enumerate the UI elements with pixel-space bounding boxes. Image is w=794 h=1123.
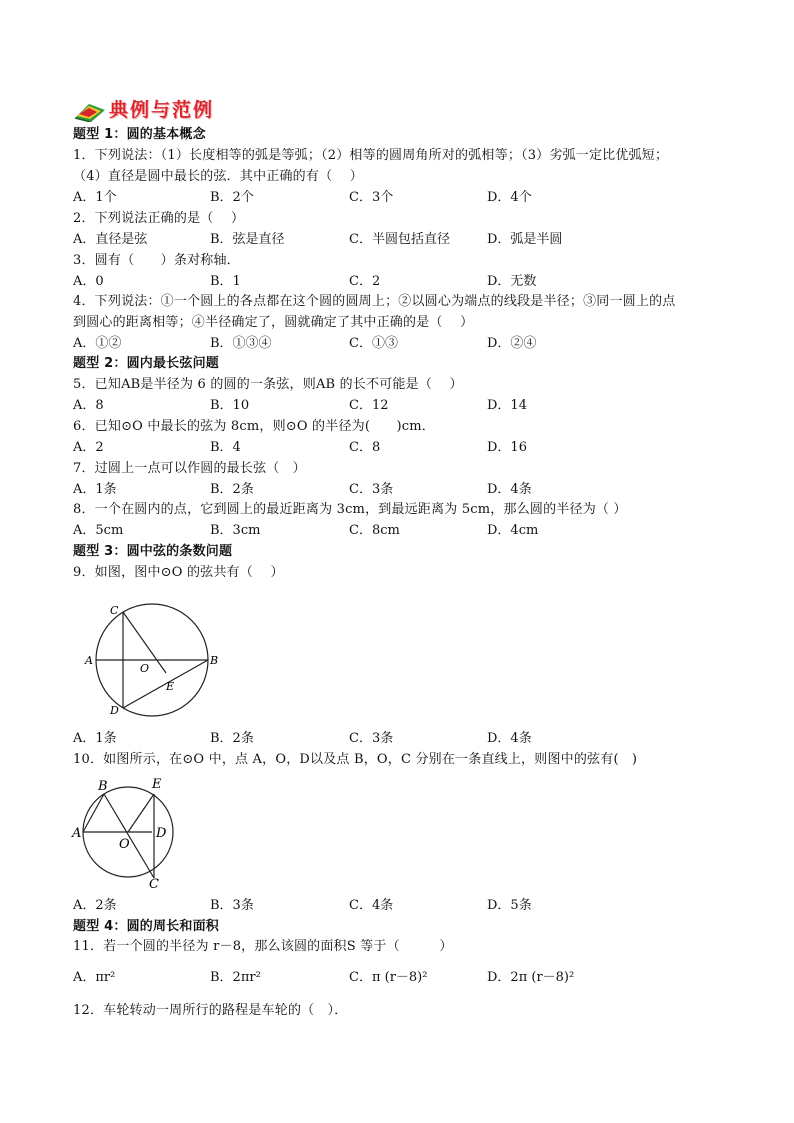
q3-option-a[interactable]: A．0 [73, 274, 104, 289]
q7-stem: 7．过圆上一点可以作圆的最长弦（ ） [73, 461, 306, 476]
q10-option-d[interactable]: D．5条 [487, 898, 532, 913]
q9-option-a[interactable]: A．1条 [73, 731, 117, 746]
q4-option-b[interactable]: B．①③④ [210, 336, 272, 351]
q9-option-d[interactable]: D．4条 [487, 731, 532, 746]
q9-options [73, 730, 733, 748]
q6-option-c[interactable]: C．8 [349, 440, 381, 455]
q3-option-d[interactable]: D．无数 [487, 274, 537, 289]
q6-stem: 6．已知⊙O 中最长的弦为 8cm，则⊙O 的半径为( )cm． [73, 419, 435, 434]
q9-circle-figure [82, 600, 222, 720]
q3-option-b[interactable]: B．1 [210, 274, 241, 289]
q6-option-d[interactable]: D．16 [487, 440, 527, 455]
q3-stem: 3．圆有（ ）条对称轴． [73, 253, 240, 268]
q7-option-c[interactable]: C．3条 [349, 482, 394, 497]
q2-stem: 2．下列说法正确的是（ ） [73, 211, 245, 226]
q5-option-c[interactable]: C．12 [349, 398, 389, 413]
q5-option-d[interactable]: D．14 [487, 398, 527, 413]
q10-label-b: B [98, 779, 108, 794]
q9-label-e: E [166, 680, 175, 693]
q11-options [73, 969, 733, 987]
q9-label-a: A [85, 654, 93, 667]
q10-circle-figure [70, 774, 180, 890]
q11-option-b[interactable]: B．2πr² [210, 970, 261, 985]
banner-title: 典例与范例 [109, 99, 215, 121]
q8-stem: 8．一个在圆内的点，它到圆上的最近距离为 3cm，到最远距离为 5cm，那么圆的半径为（ ） [73, 502, 627, 517]
section-heading-4: 题型 4：圆的周长和面积 [73, 919, 219, 934]
q9-label-b: B [210, 654, 219, 667]
q8-option-a[interactable]: A．5cm [73, 523, 124, 538]
section-heading-1: 题型 1：圆的基本概念 [73, 127, 206, 142]
q1-option-a[interactable]: A．1个 [73, 190, 117, 205]
q8-option-b[interactable]: B．3cm [210, 523, 261, 538]
q4-option-c[interactable]: C．①③ [349, 336, 398, 351]
section-heading-2: 题型 2：圆内最长弦问题 [73, 356, 219, 371]
q8-option-c[interactable]: C．8cm [349, 523, 400, 538]
q10-label-o: O [119, 837, 130, 852]
q12-stem: 12．车轮转动一周所行的路程是车轮的（ ）． [73, 1003, 348, 1018]
q4-stem-line1: 4．下列说法：①一个圆上的各点都在这个圆的圆周上；②以圆心为端点的线段是半径；③同一圆上的点 [73, 294, 676, 309]
q3-options [73, 273, 733, 291]
q2-option-a[interactable]: A．直径是弦 [73, 232, 148, 247]
q9-stem: 9．如图，图中⊙O 的弦共有（ ） [73, 565, 284, 580]
q1-option-d[interactable]: D．4个 [487, 190, 532, 205]
q6-options [73, 439, 733, 457]
q1-options [73, 189, 733, 207]
q9-label-o: O [140, 662, 150, 675]
q1-stem-line2: （4）直径是圆中最长的弦．其中正确的有（ ） [73, 169, 364, 184]
q10-label-e: E [152, 777, 162, 792]
q7-option-a[interactable]: A．1条 [73, 482, 117, 497]
q2-option-b[interactable]: B．弦是直径 [210, 232, 285, 247]
q7-option-d[interactable]: D．4条 [487, 482, 532, 497]
q3-option-c[interactable]: C．2 [349, 274, 381, 289]
q2-options [73, 231, 733, 249]
q4-option-d[interactable]: D．②④ [487, 336, 537, 351]
q1-stem-line1: 1．下列说法：（1）长度相等的弧是等弧；（2）相等的圆周角所对的弧相等；（3）劣弧一定比优弧短； [73, 148, 669, 163]
q11-option-d[interactable]: D．2π (r－8)² [487, 970, 575, 985]
q6-option-b[interactable]: B．4 [210, 440, 241, 455]
q9-label-d: D [110, 704, 119, 717]
q7-options [73, 481, 733, 499]
q9-option-c[interactable]: C．3条 [349, 731, 394, 746]
q2-option-c[interactable]: C．半圆包括直径 [349, 232, 450, 247]
q8-options [73, 522, 733, 540]
books-icon [73, 100, 107, 122]
q10-chord-bc [104, 794, 154, 878]
q10-stem: 10．如图所示，在⊙O 中，点 A，O，D以及点 B，O，C 分别在一条直线上，则图中的弦有( ) [73, 752, 638, 767]
q7-option-b[interactable]: B．2条 [210, 482, 254, 497]
q11-stem: 11．若一个圆的半径为 r－8，那么该圆的面积S 等于（ ） [73, 939, 453, 954]
q4-stem-line2: 到圆心的距离相等；④半径确定了，圆就确定了其中正确的是（ ） [73, 315, 474, 330]
q10-label-d: D [156, 826, 167, 841]
q5-stem: 5．已知AB是半径为 6 的圆的一条弦，则AB 的长不可能是（ ） [73, 377, 463, 392]
q1-option-b[interactable]: B．2个 [210, 190, 254, 205]
q5-option-b[interactable]: B．10 [210, 398, 250, 413]
q2-option-d[interactable]: D．弧是半圆 [487, 232, 563, 247]
q10-label-c: C [149, 877, 159, 890]
q4-options [73, 335, 733, 353]
q8-option-d[interactable]: D．4cm [487, 523, 539, 538]
q10-segment-eo [128, 794, 154, 832]
q10-option-a[interactable]: A．2条 [73, 898, 117, 913]
q1-option-c[interactable]: C．3个 [349, 190, 394, 205]
q10-option-c[interactable]: C．4条 [349, 898, 394, 913]
q5-option-a[interactable]: A．8 [73, 398, 104, 413]
q10-option-b[interactable]: B．3条 [210, 898, 254, 913]
q10-options [73, 897, 733, 915]
q10-chord-ab [83, 794, 104, 832]
q9-option-b[interactable]: B．2条 [210, 731, 254, 746]
section-heading-3: 题型 3：圆中弦的条数问题 [73, 544, 233, 559]
q11-option-a[interactable]: A．πr² [73, 970, 116, 985]
q10-label-a: A [72, 826, 82, 841]
q9-label-c: C [110, 604, 119, 617]
q5-options [73, 397, 733, 415]
q11-option-c[interactable]: C．π (r－8)² [349, 970, 428, 985]
q6-option-a[interactable]: A．2 [73, 440, 104, 455]
q4-option-a[interactable]: A．①② [73, 336, 122, 351]
